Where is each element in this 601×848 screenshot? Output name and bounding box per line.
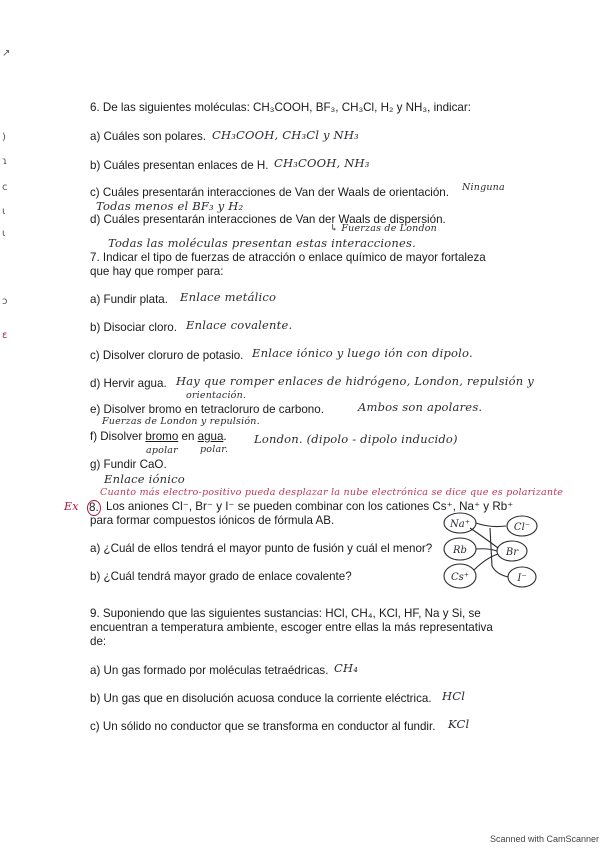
q7d-answer-2: orientación. xyxy=(186,390,247,401)
q8b-question: b) ¿Cuál tendrá mayor grado de enlace covalente? xyxy=(90,570,352,583)
q9-header-2: encuentran a temperatura ambiente, escoger entre ellas la más representativa xyxy=(90,621,493,634)
cs-ion-label: Cs⁺ xyxy=(450,572,470,583)
q9-header-1: 9. Suponiendo que las siguientes sustancias: HCl, CH₄, KCl, HF, Na y Si, se xyxy=(90,607,481,620)
q7-header-1: 7. Indicar el tipo de fuerzas de atracción o enlace químico de mayor fortaleza xyxy=(90,251,486,264)
q6b-answer: CH₃COOH, NH₃ xyxy=(274,156,370,170)
margin-mark: ι xyxy=(2,228,6,239)
q7e-question: e) Disolver bromo en tetracloruro de carbono. xyxy=(90,403,324,416)
margin-mark: c xyxy=(2,182,8,193)
rb-ion-label: Rb xyxy=(453,545,467,556)
margin-mark: ɔ xyxy=(2,296,8,307)
br-ion-label: Br xyxy=(505,547,519,558)
q7a-question: a) Fundir plata. xyxy=(90,293,168,306)
q6c-question: c) Cuáles presentarán interacciones de Van der Waals de orientación. xyxy=(90,186,449,199)
q9c-answer: KCl xyxy=(448,717,470,731)
q7g-question: g) Fundir CaO. xyxy=(90,458,167,471)
q7f-under-agua: polar. xyxy=(200,444,229,455)
q8-header-1: Los aniones Cl⁻, Br⁻ y I⁻ se pueden combinar con los cationes Cs⁺, Na⁺ y Rb⁺ xyxy=(106,500,514,513)
cl-ion-label: Cl⁻ xyxy=(513,522,531,533)
q7g-answer: Enlace iónico xyxy=(104,472,185,486)
q8-red-note: Cuanto más electro-positivo pueda desplazar la nube electrónica se dice que es polarizante xyxy=(100,487,564,498)
q6d-note: ↳ Fuerzas de London xyxy=(330,223,438,234)
q9a-answer: CH₄ xyxy=(334,661,359,675)
na-ion-label: Na⁺ xyxy=(450,519,470,530)
q7c-answer: Enlace iónico y luego ión con dipolo. xyxy=(252,346,473,360)
q6a-answer: CH₃COOH, CH₃Cl y NH₃ xyxy=(212,128,359,142)
margin-mark: ) xyxy=(2,132,6,143)
q6c-answer-line: Todas menos el BF₃ y H₂ xyxy=(96,199,244,213)
q7f-end: . xyxy=(223,430,227,443)
margin-mark: ι xyxy=(2,206,6,217)
q7b-answer: Enlace covalente. xyxy=(186,318,293,332)
i-ion-label: I⁻ xyxy=(517,573,527,584)
q6d-question: d) Cuáles presentarán interacciones de Van der Waals de dispersión. xyxy=(90,213,446,226)
q6b-question: b) Cuáles presentan enlaces de H. xyxy=(90,159,269,172)
q9b-answer: HCl xyxy=(442,689,466,703)
q6a-question: a) Cuáles son polares. xyxy=(90,130,206,143)
q8-header-2: para formar compuestos iónicos de fórmula AB. xyxy=(90,514,335,527)
q7b-question: b) Disociar cloro. xyxy=(90,321,177,334)
q7e-answer: Ambos son apolares. xyxy=(358,400,483,414)
q7f-answer: London. (dipolo - dipolo inducido) xyxy=(254,432,458,446)
q8a-question: a) ¿Cuál de ellos tendrá el mayor punto de fusión y cuál el menor? xyxy=(90,542,433,555)
margin-mark: ɿ xyxy=(2,156,8,167)
q9a-question: a) Un gas formado por moléculas tetraédricas. xyxy=(90,664,329,677)
q7a-answer: Enlace metálico xyxy=(180,290,277,304)
q8-ex-mark: Ex xyxy=(64,500,79,513)
q7e-answer-2: Fuerzas de London y repulsión. xyxy=(102,416,260,427)
q7f-question xyxy=(90,430,227,444)
q9b-question: b) Un gas que en disolución acuosa conduce la corriente eléctrica. xyxy=(90,692,432,705)
q7-header-2: que hay que romper para: xyxy=(90,265,224,278)
q7f-agua: agua xyxy=(197,430,224,443)
q7f-bromo: bromo xyxy=(145,430,179,443)
q7f-prefix: f) Disolver xyxy=(90,430,146,443)
q7f-mid: en xyxy=(178,430,198,443)
camscanner-footer: Scanned with CamScanner xyxy=(490,834,600,844)
q7c-question: c) Disolver cloruro de potasio. xyxy=(90,349,244,362)
q7d-question: d) Hervir agua. xyxy=(90,377,167,390)
margin-mark: ɛ xyxy=(2,330,8,341)
ion-diagram xyxy=(430,506,550,596)
q9-header-3: de: xyxy=(90,635,107,648)
q9c-question: c) Un sólido no conductor que se transforma en conductor al fundir. xyxy=(90,720,436,733)
margin-mark: ↗ xyxy=(2,48,11,59)
q6c-answer-inline: Ninguna xyxy=(462,182,505,193)
q6d-answer-line: Todas las moléculas presentan estas interacciones. xyxy=(108,236,416,250)
q7d-answer: Hay que romper enlaces de hidrógeno, London, repulsión y xyxy=(176,374,534,388)
q6-header: 6. De las siguientes moléculas: CH₃COOH, BF₃, CH₃Cl, H₂ y NH₃, indicar: xyxy=(90,101,471,114)
q8-number: 8. xyxy=(89,501,99,514)
q7f-under-bromo: apolar xyxy=(146,445,178,456)
